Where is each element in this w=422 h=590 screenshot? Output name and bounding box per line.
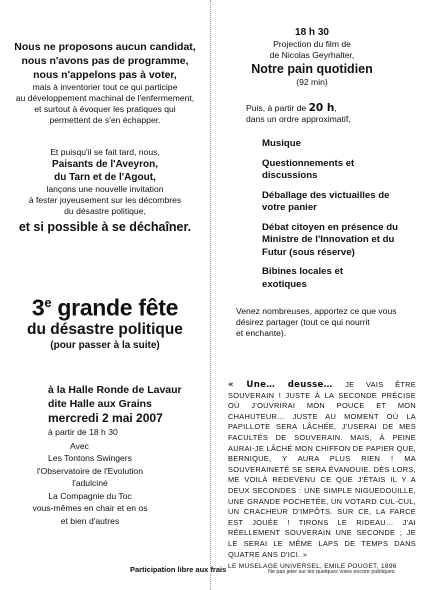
guest-item: La Compagnie du Toc [48, 490, 132, 501]
welcome-line: désirez partager (tout ce qui nourrit [236, 317, 370, 327]
then-suffix: , [334, 103, 337, 113]
guest-item: Les Tontons Swingers [48, 453, 132, 463]
intro-regular-line-3: et surtout à évoquer les pratiques qui [34, 104, 176, 114]
intro-bold-line-1: Nous ne proposons aucun candidat, [14, 41, 196, 53]
title-number: 3 [31, 294, 45, 321]
guest-item: et bien d'autres [60, 515, 120, 526]
invitation-line-2: lançons une nouvelle invitation [46, 184, 164, 194]
quote-block [228, 380, 416, 572]
invitation-line-1: Et puisqu'il se fait tard, nous, [50, 147, 160, 157]
film-line-2: de Nicolas Geyrhalter, [269, 50, 355, 60]
then-line-1 [246, 103, 416, 114]
program-item: Questionnements et discussions [262, 157, 355, 181]
title-ordinal: e [44, 295, 52, 310]
invitation-final-line: et si possible à se déchaîner. [18, 220, 192, 234]
fold-line [210, 0, 211, 590]
invitation-line-4: du désastre politique, [64, 206, 146, 216]
venue-line-2: dite Halle aux Grains [48, 397, 152, 410]
participation-note: Participation libre aux frais [130, 565, 227, 574]
guests-label: Avec [70, 441, 89, 451]
title-line-1 [0, 291, 210, 320]
film-block [232, 26, 392, 88]
then-line-2: dans un ordre approximatif, [246, 114, 351, 124]
quote-body: JE VAIS ÊTRE SOUVERAIN ! JUSTE À LA SECONDE PRÉCISE OÙ J'OUVRIRAI MON POUCE ET MON CHAHUTEUR… JUSTE AU MOMENT OÙ LA PAPILLOTE SERA LÂCHÉE, J'USERAI DE MES FACULTÉS DE SOUVERAIN. MAIS, À PEINE AURAI-JE LÂCHÉ MON CHIFFON DE PAPIER QUE, BERNIQUE, Y AURA PLUS RIEN ! MA SOUVERAINETÉ SE SERA ÉVANOUIE. DÈS LORS, ME VOILÀ REDEVENU CE QUE J'ÉTAIS IL Y A DEUX SECONDES : UNE SIMPLE NIGUEDOUILLE, UNE GRANDE POCHETÉE, UN VOTARD CUL-CUL, UN CRACHEUR D'IMPÔTS. SUR CE, LA FARCE EST JOUÉE ! TIRONS LE RIDEAU… J'AI RÉELLEMENT SOUVERAIN UNE SECONDE ; JE LE SERAI LE MÊME LAPS DE TEMPS DANS QUATRE ANS D'ICI. » [228, 380, 417, 559]
guest-item: l'adulciné [72, 478, 108, 488]
footer-note: Ne pas jeter sur les quelques voies encore publiques. [268, 569, 396, 575]
welcome-block [236, 306, 416, 339]
invitation-bold-1: Paisants de l'Aveyron, [52, 159, 158, 170]
guest-item: l'Observatoire de l'Evolution [37, 465, 143, 476]
intro-bold-line-2: nous n'avons pas de programme, [21, 55, 189, 67]
program-item: Bibines locales et exotiques [262, 266, 344, 290]
film-time: 18 h 30 [295, 27, 329, 38]
then-block [246, 103, 416, 125]
invitation-bold-2: du Tarn et de l'Agout, [54, 172, 156, 183]
invitation-line-3: à fester joyeusement sur les décombres [28, 195, 182, 205]
intro-bold-line-3: nous n'appelons pas à voter, [33, 69, 177, 81]
guest-item: vous-mêmes en chair et en os [32, 503, 148, 513]
quote-text [228, 380, 416, 560]
title-line-2: du désastre politique [27, 320, 183, 338]
welcome-line: et enchante). [236, 328, 287, 338]
welcome-line: Venez nombreuses, apportez ce que vous [236, 306, 397, 316]
left-intro [0, 40, 210, 126]
venue-line-1: à la Halle Ronde de Lavaur [48, 384, 182, 396]
then-prefix: Puis, à partir de [246, 103, 309, 113]
program-item: Musique [262, 138, 301, 149]
title-subtitle: (pour passer à la suite) [50, 339, 160, 351]
title-rest: grande fête [51, 294, 179, 321]
event-time: à partir de 18 h 30 [48, 427, 118, 437]
quote-source: LE MUSELAGE UNIVERSEL, EMILE POUGET, 1896 [228, 563, 397, 571]
program-item: Déballage des victuailles de votre panier [262, 189, 390, 213]
guests-block [0, 441, 180, 527]
film-title: Notre pain quotidien [251, 62, 373, 76]
venue-block [48, 384, 210, 438]
program-item: Débat citoyen en présence du Ministre de l'Innovation et du Futur (sous réserve) [262, 221, 398, 258]
quote-opening: « Une… deusse… [228, 380, 346, 390]
film-line-1: Projection du film de [273, 39, 351, 49]
film-duration: (92 min) [296, 77, 328, 87]
intro-regular-line-2: au développement machinal de l'enfermement, [15, 93, 195, 103]
event-date: mercredi 2 mai 2007 [48, 411, 163, 425]
intro-regular-line-4: permettent de s'en échapper. [49, 115, 161, 125]
left-invitation [0, 147, 210, 236]
then-time: 20 h [308, 102, 335, 114]
program-list [262, 138, 412, 291]
intro-regular-line-1: mais à inventorier tout ce qui participe [32, 82, 178, 92]
event-title [0, 291, 210, 352]
